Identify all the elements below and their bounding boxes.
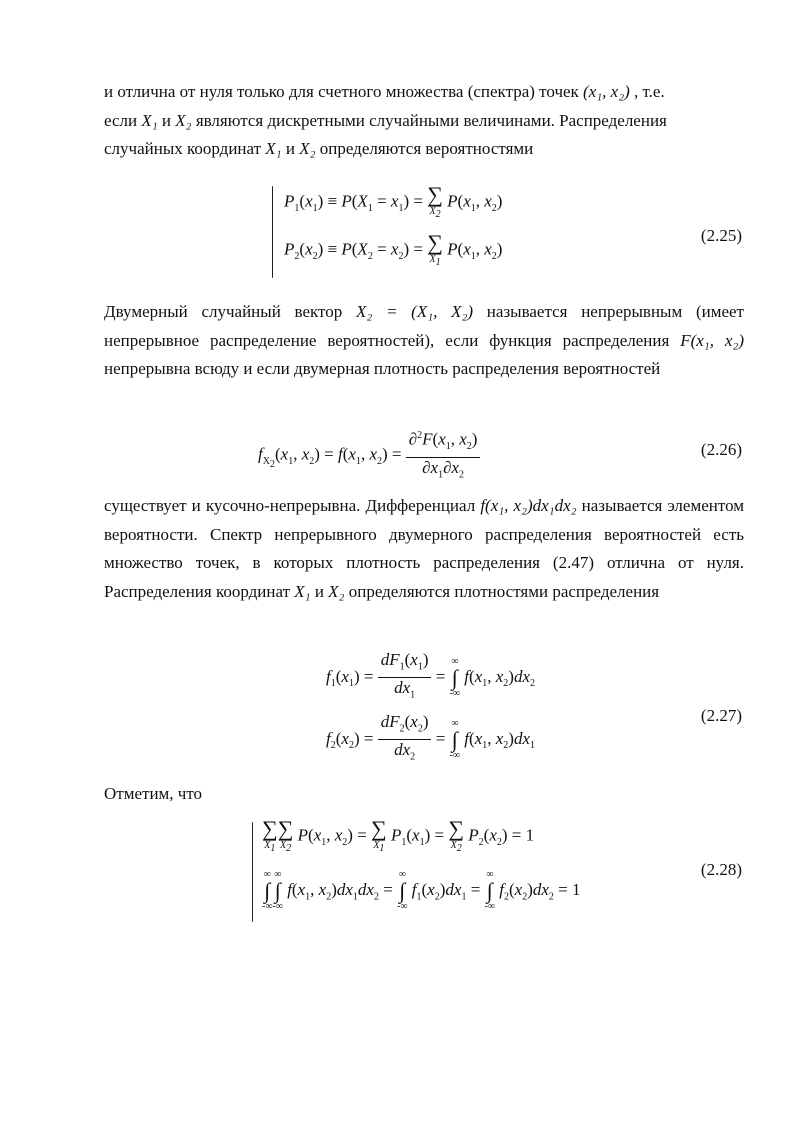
- equation-2-28-line-2: ∞ ∫ -∞ ∞ ∫ -∞ $f(x_1$, $x_2)dx_1dx_2$ = ∞ ∫ -∞ $f_1(x_2)dx_1$ = ∞ ∫ -∞ $f_2(x_2)dx_2 = 1$: [262, 869, 581, 912]
- system-brace: [272, 186, 273, 278]
- math-x1: X₁: [294, 581, 311, 601]
- text: случайных координат: [104, 139, 266, 158]
- equation-2-26: $f_{X_2}(x_1$, $x_2) = f(x_1$, $x_2$) = $\frac{\partial^2F(x_1, x_2)}{\partial x_1\partial x_2}$: [258, 426, 480, 485]
- system-brace: [252, 822, 253, 922]
- math-vector: X₂ = (X₁, X₂): [355, 302, 474, 321]
- math-element: f(x₁, x₂)dx₁dx₂: [480, 496, 577, 515]
- equation-2-28-line-1: ∑ $X_1$ ∑ $X_2$ $P(x_1$, $x_2$) = ∑ $X_1$ $P_1(x_1)$ = ∑ $X_2$ $P_2(x_2) = 1$: [262, 816, 535, 854]
- text: непрерывна всюду и если двумерная плотность распределения вероятностей: [104, 359, 661, 378]
- paragraph-1: [104, 78, 744, 164]
- paragraph-2: [104, 298, 744, 384]
- text: называется непрерывным (имеет непрерывное распределение вероятностей), если функция распределения: [104, 302, 744, 350]
- text: определяются плотностями распределения: [344, 581, 660, 601]
- paragraph-4: [104, 780, 744, 809]
- equation-2-25-line-2: $P_2(x_2) \equiv P(X_2 = x_2)$ = ∑ $X_1$ $P(x_1$, $x_2$): [284, 230, 503, 268]
- equation-number: (2.28): [700, 860, 742, 879]
- math-x1: X₁: [265, 139, 282, 158]
- equation-2-27-line-2: $f_2(x_2)$ = $\frac{dF_2(x_2)}{dx_2}$ = ∞ ∫ -∞ $f(x_1$, $x_2)dx_1$: [326, 712, 536, 763]
- math-point: (x₁, x₂): [583, 82, 630, 101]
- text: Двумерный случайный вектор: [104, 302, 356, 321]
- text: и: [157, 110, 176, 130]
- text: существует и кусочно-непрерывна. Дифференциал: [104, 496, 481, 515]
- math-x2: X₂: [299, 139, 316, 158]
- text: и отлична от нуля только для счетного множества (спектра) точек: [104, 82, 584, 101]
- math-x2: X₂: [328, 581, 345, 601]
- text: и: [281, 139, 300, 158]
- math-x1: X₁: [141, 110, 158, 130]
- math-x2: X₂: [175, 110, 192, 130]
- text: Отметим, что: [104, 784, 203, 803]
- equation-number: (2.27): [700, 706, 742, 725]
- paragraph-3: [104, 492, 744, 606]
- equation-2-25-line-1: $P_1(x_1) \equiv P(X_1 = x_1)$ = ∑ $X_2$ $P(x_1$, $x_2$): [284, 182, 503, 220]
- text: , т.е.: [629, 82, 665, 101]
- text: называется элементом вероятности. Спектр непрерывного двумерного распределения вероятностей есть множество точек, в которых плотность распределения (2.47) отлична от нуля. Распределения координат: [104, 496, 745, 601]
- text: определяются вероятностями: [315, 139, 534, 158]
- equation-number: (2.25): [700, 226, 742, 245]
- text: если: [104, 110, 142, 130]
- equation-2-27-line-1: $f_1(x_1)$ = $\frac{dF_1(x_1)}{dx_1}$ = ∞ ∫ -∞ $f(x_1$, $x_2)dx_2$: [326, 650, 536, 701]
- text: являются дискретными случайными величинами. Распределения: [191, 110, 667, 130]
- text: и: [310, 581, 329, 601]
- math-F: F(x₁, x₂): [680, 330, 744, 350]
- equation-number: (2.26): [700, 440, 742, 459]
